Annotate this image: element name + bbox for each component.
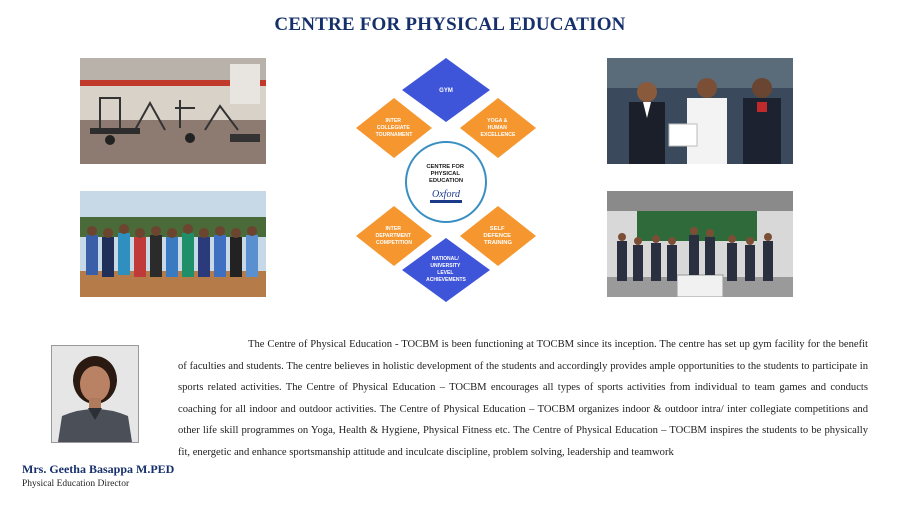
gym-photo [80, 58, 266, 164]
diamond-gym-label: GYM [439, 88, 453, 94]
svg-text:INTER DEPARTMENT C: INTER DEPARTMENT COMPETITION [375, 226, 413, 246]
svg-text:GYM [439, 88, 453, 94]
svg-text:SELF DEFENCE TRAIN: SELF DEFENCE TRAINING [483, 226, 513, 246]
director-portrait [51, 345, 139, 443]
director-name: Mrs. Geetha Basappa M.PED [22, 462, 175, 476]
svg-text:NATIONAL/ UNIVERSITY: NATIONAL/ UNIVERSITY LEVEL ACHIEVEMENTS [426, 256, 466, 283]
svg-text:YOGA & HUMAN EXCEL: YOGA & HUMAN EXCELLENCE [480, 118, 516, 138]
outdoor-group-photo [80, 191, 266, 297]
svg-text:INTER COLLEGIATE T: INTER COLLEGIATE TOURNAMENT [375, 118, 413, 138]
svg-text:CENTRE FOR PHYSICAL: CENTRE FOR PHYSICAL EDUCATION [426, 164, 465, 184]
director-title: Physical Education Director [22, 479, 130, 489]
podium-photo [607, 191, 793, 297]
description-paragraph: The Centre of Physical Education - TOCBM is been functioning at TOCBM since its inception. The centre has set up gym facility for the benefit of faculties and students. The centre believes in holistic development of the students and accordingly provides ample opportunities to the students to participate in sports related activities. The Centre of Physical Education – TOCBM encourages all types of sports activities from individual to team games and conducts coaching for all indoor and outdoor activities. The Centre of Physical Education – TOCBM organizes indoor & outdoor intra/ inter collegiate competitions and other life skill programmes on Yoga, Health & Hygiene, Physical Fitness etc. The Centre of Physical Education – TOCBM inspires the students to be physically fit, energetic and enhance sportsmanship attitude and inculcate discipline, problem solving, leadership and teamwork [178, 339, 868, 458]
oxford-logo: Oxford [432, 189, 460, 200]
page-title: CENTRE FOR PHYSICAL EDUCATION [274, 14, 626, 35]
activities-diagram [350, 56, 542, 304]
award-photo [607, 58, 793, 164]
